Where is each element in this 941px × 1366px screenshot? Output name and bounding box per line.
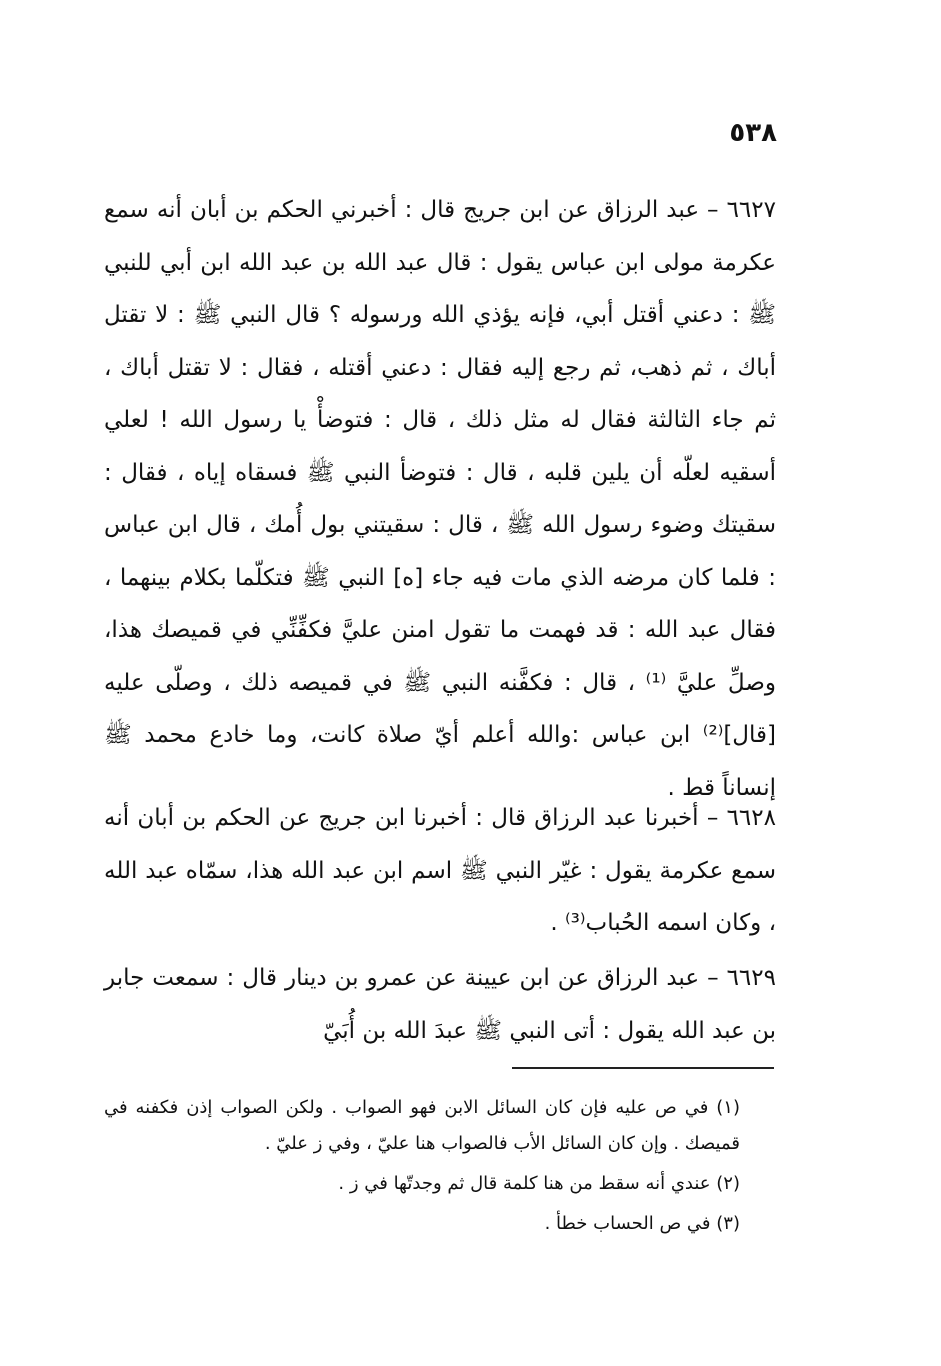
hadith-entry-6628: ٦٦٢٨ – أخبرنا عبد الرزاق قال : أخبرنا ابن جريج عن الحكم بن أبان أنه سمع عكرمة يقول : غيّر النبي ﷺ اسم ابن عبد الله هذا، سمّاه عبد الله ، وكان اسمه الحُباب⁽³⁾ . (104, 805, 776, 936)
page-number: ٥٣٨ (729, 118, 777, 148)
footnote-3: (٣) في ص الحساب خطأ . (544, 1213, 740, 1234)
footnote-separator (512, 1067, 774, 1069)
hadith-entry-6629: ٦٦٢٩ – عبد الرزاق عن ابن عيينة عن عمرو بن دينار قال : سمعت جابر بن عبد الله يقول : أتى النبي ﷺ عبدَ الله بن أُبَيّ (104, 965, 776, 1044)
footnote-1: (١) في ص عليه فإن كان السائل الابن فهو الصواب . ولكن الصواب إذن فكفنه في قميصك . وإن كان السائل الأب فالصواب هنا عليّ ، وفي ز عليّ . (104, 1097, 740, 1154)
footnotes (104, 1090, 740, 1246)
hadith-entry-6627: ٦٦٢٧ – عبد الرزاق عن ابن جريج قال : أخبرني الحكم بن أبان أنه سمع عكرمة مولى ابن عباس يقول : قال عبد الله بن عبد الله ابن أبي للنبي ﷺ : دعني أقتل أبي، فإنه يؤذي الله ورسوله ؟ قال النبي ﷺ : لا تقتل أباك ، ثم ذهب، ثم رجع إليه فقال : دعني أقتله ، فقال : لا تقتل أباك ، ثم جاء الثالثة فقال له مثل ذلك ، قال : فتوضأْ يا رسول الله ! لعلي أسقيه لعلّه أن يلين قلبه ، قال : فتوضأ النبي ﷺ فسقاه إياه ، فقال : سقيتك وضوء رسول الله ﷺ ، قال : سقيتني بول أُمك ، قال ابن عباس : فلما كان مرضه الذي مات فيه جاء [ه] النبي ﷺ فتكلّما بكلام بينهما ، فقال عبد الله : قد فهمت ما تقول امنن عليَّ فكفِّنِّي في قميصك هذا، وصلِّ عليَّ ⁽¹⁾ ، قال : فكفَّنه النبي ﷺ في قميصه ذلك ، وصلّى عليه [قال]⁽²⁾ ابن عباس :والله أعلم أيّ صلاة كانت، وما خادع محمد ﷺ إنساناً قط . (104, 197, 776, 801)
footnote-2: (٢) عندي أنه سقط من هنا كلمة قال ثم وجدتّها في ز . (338, 1173, 740, 1194)
